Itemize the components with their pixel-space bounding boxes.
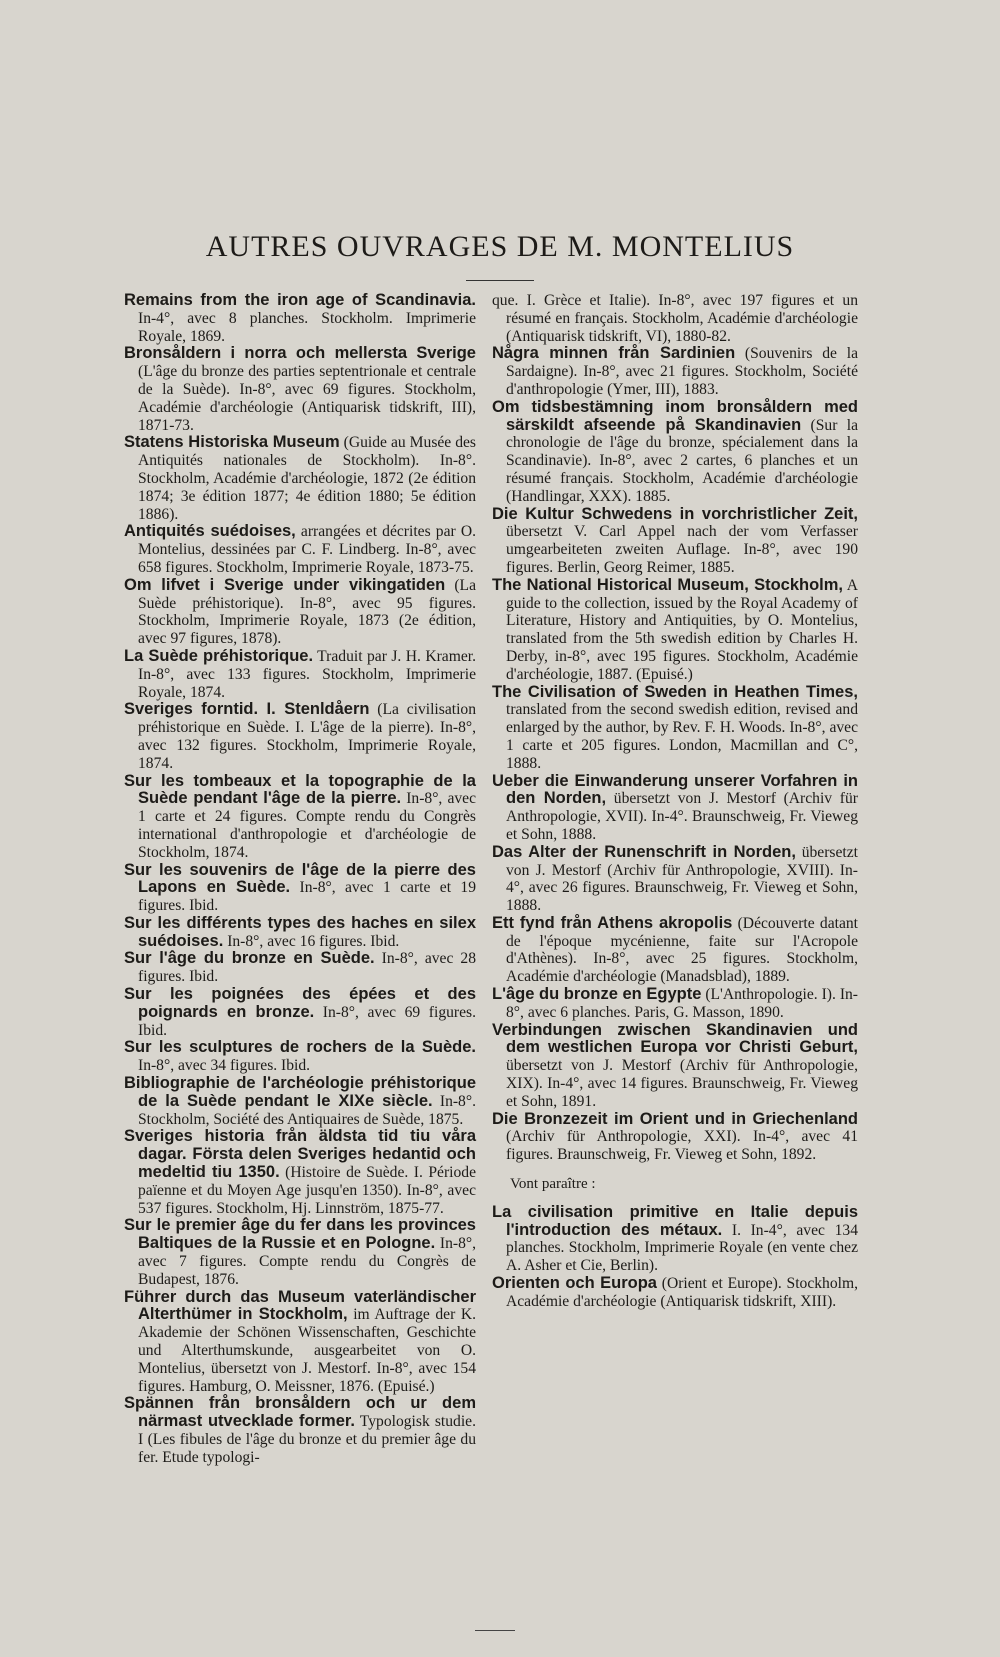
entry-detail: In-8°, avec 16 figures. Ibid. (223, 932, 400, 950)
entry-detail: In-8°, avec 1 carte et 24 figures. Compte rendu du Congrès international d'anthropologie et d'archéologie de Stockholm, 1874. (138, 790, 476, 861)
entry-title: Sur le premier âge du fer dans les provinces Baltiques de la Russie et en Pologne. (124, 1216, 476, 1253)
entry-detail: In-8°, avec 34 figures. Ibid. (138, 1057, 311, 1075)
bibliography-entry (124, 523, 476, 576)
entry-detail: im Auftrage der K. Akademie der Schönen Wissenschaften, Geschichte und Alterthumskunde, ausgearbeitet von O. Montelius, übersetzt von J. Mestorf. In-8°, avec 154 figures. Hamburg, O. Meissner, 1876. (Epuisé.) (138, 1306, 476, 1395)
entry-detail: In-8°, avec 69 figures. Ibid. (138, 1003, 476, 1039)
entry-detail: (La Suède préhistorique). In-8°, avec 95 figures. Stockholm, Imprimerie Royale, 1873 (2e édition, avec 97 figures, 1878). (138, 576, 476, 648)
bibliography-entry (492, 986, 858, 1022)
bibliography-entry (124, 292, 476, 345)
bottom-rule (475, 1630, 515, 1631)
entry-detail: A guide to the collection, issued by the Royal Academy of Literature, History and Antiquities, by O. Montelius, translated from the 5th swedish edition by Charles H. Derby, in-8°, avec 195 figures. Stockholm, Académie d'archéologie, 1887. (Epuisé.) (506, 576, 858, 683)
bibliography-entry (124, 1217, 476, 1288)
bibliography-entry (124, 701, 476, 772)
entry-title: Sveriges historia från äldsta tid tiu våra dagar. Första delen Sveriges hedantid och medeltid tiu 1350. (124, 1127, 476, 1182)
entry-title: Sveriges forntid. I. Stenldåern (124, 700, 370, 719)
bibliography-entry (492, 1111, 858, 1164)
entry-detail: que. I. Grèce et Italie). In-8°, avec 197 figures et un résumé en français. Stockholm, Académie d'archéologie (Antiquarisk tidskrift, VI), 1880-82. (492, 292, 858, 345)
entry-title: Sur les souvenirs de l'âge de la pierre des Lapons en Suède. (124, 860, 476, 897)
bibliography-entry (492, 345, 858, 398)
bibliography-entry (492, 773, 858, 844)
entry-detail: (Découverte datant de l'époque mycénienne, faite sur l'Acropole d'Athènes). In-8°, avec 25 figures. Stockholm, Académie d'archéologie (Manadsblad), 1889. (506, 914, 859, 986)
entry-detail: (Archiv für Anthropologie, XXI). In-4°, avec 41 figures. Braunschweig, Fr. Vieweg et Sohn, 1892. (506, 1128, 858, 1164)
bibliography-entry (124, 1075, 476, 1128)
bibliography-entry (492, 1022, 858, 1111)
entry-title: Ett fynd från Athens akropolis (492, 913, 733, 932)
bibliography-entry (124, 1289, 476, 1396)
entry-detail: (Sur la chronologie de l'âge du bronze, spécialement dans la Scandinavie). In-8°, avec 2 cartes, 6 planches et un résumé français. Stockholm, Académie d'archéologie (Handlingar, XXX). 1885. (506, 416, 858, 505)
forthcoming-label: Vont paraître : (510, 1176, 596, 1193)
entry-detail: In-4°, avec 8 planches. Stockholm. Imprimerie Royale, 1869. (138, 309, 476, 345)
bibliography-entry (124, 950, 476, 986)
left-column (124, 292, 476, 1467)
bibliography-entry (492, 399, 858, 506)
entry-title: Sur l'âge du bronze en Suède. (124, 949, 375, 968)
entry-detail: I. In-4°, avec 134 planches. Stockholm, Imprimerie Royale (en vente chez A. Asher et Cie, Berlin). (506, 1221, 858, 1275)
bibliography-entry (492, 844, 858, 915)
entry-detail: übersetzt von J. Mestorf (Archiv für Anthropologie, XIX). In-4°, avec 14 figures. Braunschweig, Fr. Vieweg et Sohn, 1891. (506, 1057, 858, 1110)
bibliography-entry (124, 434, 476, 523)
entry-title: Sur les poignées des épées et des poignards en bronze. (124, 985, 476, 1021)
entry-title: Antiquités suédoises, (124, 522, 296, 541)
bibliography-entry (124, 648, 476, 701)
bibliography-entry (124, 577, 476, 648)
entry-detail: (Guide au Musée des Antiquités nationales de Stockholm). In-8°. Stockholm, Académie d'archéologie, 1872 (2e édition 1874; 3e édition 1877; 4e édition 1880; 5e édition 1886). (138, 434, 476, 523)
entry-detail: Traduit par J. H. Kramer. In-8°, avec 133 figures. Stockholm, Imprimerie Royale, 1874. (138, 647, 476, 701)
entry-detail: (Histoire de Suède. I. Période païenne et du Moyen Age jusqu'en 1350). In-8°, avec 537 figures. Stockholm, Hj. Linnström, 1875-77. (138, 1164, 476, 1217)
bibliography-entry (124, 1395, 476, 1466)
entry-title: Verbindungen zwischen Skandinavien und dem westlichen Europa vor Christi Geburt, (492, 1020, 858, 1057)
entry-title: Statens Historiska Museum (124, 433, 340, 452)
entry-title: Bibliographie de l'archéologie préhistorique de la Suède pendant le XIXe siècle. (124, 1074, 476, 1110)
entry-detail: (L'Anthropologie. I). In-8°, avec 6 planches. Paris, G. Masson, 1890. (506, 986, 859, 1021)
entry-title: Führer durch das Museum vaterländischer Alterthümer in Stockholm, (124, 1287, 476, 1324)
entry-title: Om tidsbestämning inom bronsåldern med särskildt afseende på Skandinavien (492, 397, 858, 434)
entry-title: La civilisation primitive en Italie depuis l'introduction des métaux. (492, 1202, 858, 1239)
entry-detail: arrangées et décrites par O. Montelius, dessinées par C. F. Lindberg. In-8°, avec 658 figures. Stockholm, Imprimerie Royale, 1873-75. (138, 523, 476, 576)
bibliography-entry (124, 986, 476, 1039)
entry-detail: übersetzt V. Carl Appel nach der vom Verfasser umgearbeiteten zweiten Auflage. In-8°, avec 190 figures. Berlin, Georg Reimer, 1885. (506, 523, 858, 576)
entry-detail: Typologisk studie. I (Les fibules de l'âge du bronze et du premier âge du fer. Etude typologi- (138, 1413, 476, 1466)
entry-title: Om lifvet i Sverige under vikingatiden (124, 575, 446, 594)
entry-detail: translated from the second swedish edition, revised and enlarged by the author, by Rev. F. H. Woods. In-8°, avec 1 carte et 205 figures. London, Macmillan and C°, 1888. (506, 701, 858, 772)
entry-detail: In-8°. Stockholm, Société des Antiquaires de Suède, 1875. (138, 1092, 476, 1128)
bibliography-entry (492, 915, 858, 986)
bibliography-entry (124, 1128, 476, 1217)
entry-title: Sur les différents types des haches en silex suédoises. (124, 913, 476, 950)
bibliography-entry (492, 292, 858, 345)
entry-title: Spännen från bronsåldern och ur dem närmast utvecklade former. (124, 1394, 476, 1431)
bibliography-entry (124, 915, 476, 951)
bibliography-entry (124, 773, 476, 862)
entry-title: Några minnen från Sardinien (492, 344, 736, 363)
entry-detail: In-8°, avec 1 carte et 19 figures. Ibid. (138, 879, 477, 915)
title-rule (466, 280, 534, 281)
right-column (492, 292, 858, 1311)
bibliography-entry (124, 345, 476, 434)
entry-title: La Suède préhistorique. (124, 646, 314, 665)
entry-detail: In-8°, avec 28 figures. Ibid. (138, 950, 477, 986)
entry-title: The National Historical Museum, Stockholm, (492, 575, 844, 594)
entry-title: Remains from the iron age of Scandinavia. (124, 291, 476, 309)
entry-title: Ueber die Einwanderung unserer Vorfahren in den Norden, (492, 771, 858, 808)
bibliography-entry (492, 684, 858, 773)
entry-title: Das Alter der Runenschrift in Norden, (492, 842, 796, 861)
bibliography-entry (492, 577, 858, 684)
entry-title: Sur les sculptures de rochers de la Suède. (124, 1038, 476, 1057)
bibliography-entry (492, 506, 858, 577)
entry-title: Sur les tombeaux et la topographie de la Suède pendant l'âge de la pierre. (124, 771, 476, 808)
bibliography-entry (124, 862, 476, 915)
forthcoming-entry (492, 1204, 858, 1275)
forthcoming-entry (492, 1275, 858, 1311)
entry-detail: (La civilisation préhistorique en Suède. I. L'âge de la pierre). In-8°, avec 132 figures. Stockholm, Imprimerie Royale, 1874. (138, 701, 476, 772)
entry-title: Die Kultur Schwedens in vorchristlicher Zeit, (492, 504, 858, 523)
entry-detail: übersetzt von J. Mestorf (Archiv für Anthropologie, XVIII). In-4°, avec 26 figures. Braunschweig, Fr. Vieweg et Sohn, 1888. (506, 843, 858, 915)
entry-title: L'âge du bronze en Egypte (492, 985, 702, 1004)
entry-title: Die Bronzezeit im Orient und in Griechenland (492, 1109, 858, 1128)
entry-detail: In-8°, avec 7 figures. Compte rendu du Congrès de Budapest, 1876. (138, 1235, 476, 1288)
entry-detail: (L'âge du bronze des parties septentrionale et centrale de la Suède). In-8°, avec 69 figures. Stockholm, Académie d'archéologie (Antiquarisk tidskrift, III), 1871-73. (138, 363, 476, 434)
entry-title: Bronsåldern i norra och mellersta Sverige (124, 344, 476, 363)
page-title: AUTRES OUVRAGES DE M. MONTELIUS (205, 230, 795, 263)
entry-detail: übersetzt von J. Mestorf (Archiv für Anthropologie, XVII). In-4°. Braunschweig, Fr. Vieweg et Sohn, 1888. (506, 790, 858, 843)
entry-detail: (Orient et Europe). Stockholm, Académie d'archéologie (Antiquarisk tidskrift, XIII). (506, 1275, 858, 1310)
bibliography-entry (124, 1039, 476, 1075)
entry-title: The Civilisation of Sweden in Heathen Times, (492, 682, 858, 701)
entry-detail: (Souvenirs de la Sardaigne). In-8°, avec 21 figures. Stockholm, Société d'anthropologie (Ymer, III), 1883. (506, 345, 858, 398)
entry-title: Orienten och Europa (492, 1274, 657, 1293)
